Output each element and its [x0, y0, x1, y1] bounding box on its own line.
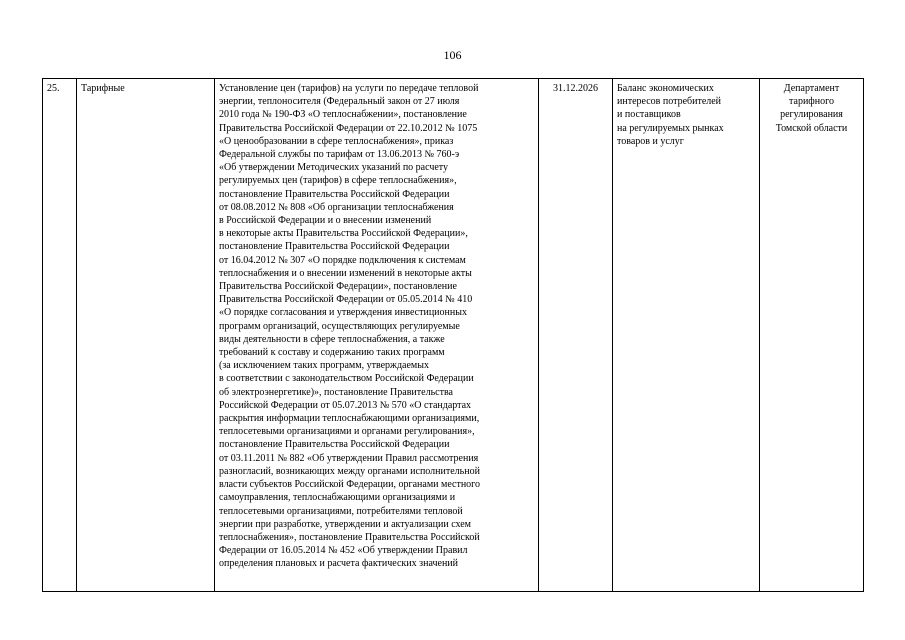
regulation-table	[42, 78, 864, 592]
description-line: в соответствии с законодательством Российской Федерации	[219, 373, 474, 385]
description-line: энергии, теплоносителя (Федеральный закон от 27 июля	[219, 96, 460, 108]
description-line: «Об утверждении Методических указаний по расчету	[219, 162, 449, 174]
description-line: Установление цен (тарифов) на услуги по передаче тепловой	[219, 83, 479, 94]
table-row	[43, 79, 864, 592]
description-line: Правительства Российской Федерации», постановление	[219, 281, 457, 293]
description-line: раскрытия информации теплоснабжающими организациями,	[219, 413, 480, 425]
description-line: определения плановых и расчета фактических значений	[219, 558, 459, 570]
description-line: теплосетевыми организациями, потребителями тепловой	[219, 505, 463, 517]
description-line: постановление Правительства Российской Федерации	[219, 439, 450, 451]
description-line: теплоснабжения», постановление Правительства Российской	[219, 531, 480, 543]
description-line: об электроэнергетике)», постановление Правительства	[219, 386, 453, 398]
description-line: власти субъектов Российской Федерации, органами местного	[219, 479, 481, 491]
description-line: самоуправления, теплоснабжающими организациями и	[219, 492, 456, 504]
description-line: в Российской Федерации и о внесении изменений	[219, 215, 432, 227]
description-line: разногласий, возникающих между органами исполнительной	[219, 465, 480, 477]
responsible-body-cell: Департамент тарифного регулирования Томской области	[760, 79, 864, 592]
description-line: Федеральной службы по тарифам от 13.06.2013 № 760-э	[219, 149, 460, 161]
description-line: Российской Федерации от 05.07.2013 № 570 «О стандартах	[219, 399, 472, 411]
description-line: постановление Правительства Российской Федерации	[219, 188, 450, 200]
regulation-goal-cell: Баланс экономических интересов потребителей и поставщиков на регулируемых рынках товаров и услуг	[613, 79, 760, 592]
deadline-date-cell: 31.12.2026	[539, 79, 613, 592]
description-line: «О порядке согласования и утверждения инвестиционных	[219, 307, 467, 319]
regulation-description-cell	[215, 79, 539, 592]
description-line: теплоснабжения и о внесении изменений в некоторые акты	[219, 267, 472, 279]
description-line: Федерации от 16.05.2014 № 452 «Об утверждении Правил	[219, 545, 468, 557]
description-line: требований к составу и содержанию таких программ	[219, 347, 445, 359]
description-line: теплосетевыми организациями и органами регулирования»,	[219, 426, 475, 438]
description-line: Правительства Российской Федерации от 22.10.2012 № 1075	[219, 122, 478, 134]
description-line: от 16.04.2012 № 307 «О порядке подключения к системам	[219, 254, 466, 266]
description-line: (за исключением таких программ, утверждаемых	[219, 360, 429, 372]
page-number: 106	[443, 48, 462, 62]
row-number-cell: 25.	[43, 79, 77, 592]
description-line: «О ценообразовании в сфере теплоснабжения», приказ	[219, 135, 454, 147]
description-line: постановление Правительства Российской Федерации	[219, 241, 450, 253]
description-line: от 03.11.2011 № 882 «Об утверждении Правил рассмотрения	[219, 452, 479, 464]
description-line: в некоторые акты Правительства Российской Федерации»,	[219, 228, 468, 240]
regulation-type-cell: Тарифные	[77, 79, 215, 592]
description-line: регулируемых цен (тарифов) в сфере теплоснабжения»,	[219, 175, 457, 187]
description-line: программ организаций, осуществляющих регулируемые	[219, 320, 460, 332]
description-line: виды деятельности в сфере теплоснабжения, а также	[219, 333, 445, 345]
description-line: от 08.08.2012 № 808 «Об организации теплоснабжения	[219, 201, 454, 213]
description-line: энергии при разработке, утверждении и актуализации схем	[219, 518, 472, 530]
description-line: 2010 года № 190-ФЗ «О теплоснабжении», постановление	[219, 109, 467, 121]
description-line: Правительства Российской Федерации от 05.05.2014 № 410	[219, 294, 473, 306]
